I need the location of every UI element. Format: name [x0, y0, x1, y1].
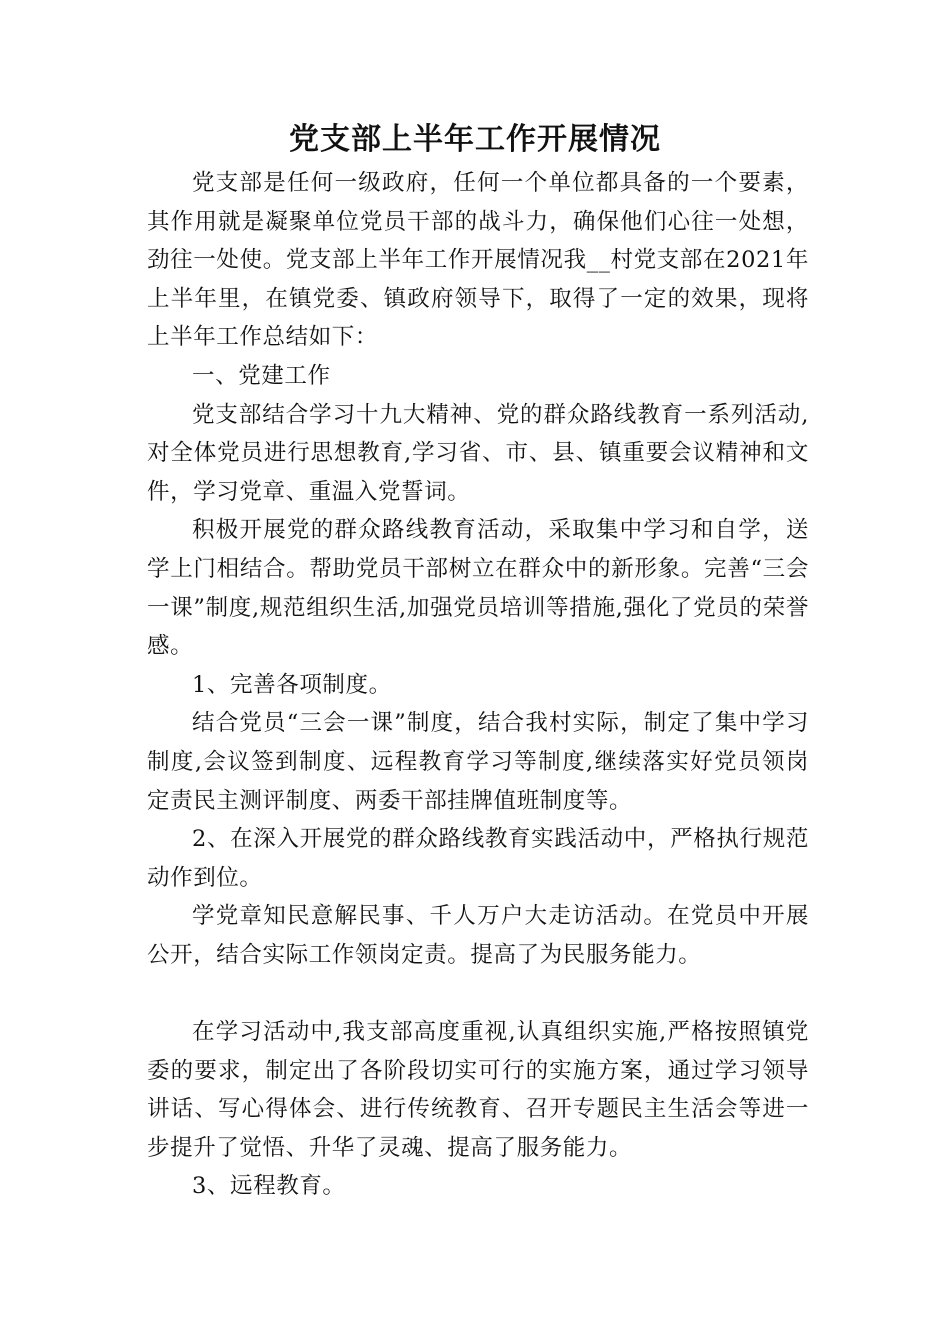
subheading-practice-activities: 2、在深入开展党的群众路线教育实践活动中，严格执行规范动作到位。 [147, 826, 809, 891]
section-heading-party-building: 一、党建工作 [192, 362, 331, 389]
subheading-improve-systems: 1、完善各项制度。 [192, 671, 392, 698]
paragraph-learning-activities: 在学习活动中,我支部高度重视,认真组织实施,严格按照镇党委的要求，制定出了各阶段切实可行的实施方案，通过学习领导讲话、写心得体会、进行传统教育、召开专题民主生活会等进一步提升了觉悟、升华了灵魂、提高了服务能力。 [147, 1019, 809, 1161]
paragraph-mass-line: 积极开展党的群众路线教育活动，采取集中学习和自学，送学上门相结合。帮助党员干部树立在群众中的新形象。完善“三会一课”制度,规范组织生活,加强党员培训等措施,强化了党员的荣誉感。 [147, 517, 809, 660]
paragraph-study: 党支部结合学习十九大精神、党的群众路线教育一系列活动,对全体党员进行思想教育,学习省、市、县、镇重要会议精神和文件，学习党章、重温入党誓词。 [147, 401, 809, 505]
paragraph-intro: 党支部是任何一级政府，任何一个单位都具备的一个要素，其作用就是凝聚单位党员干部的战斗力，确保他们心往一处想，劲往一处使。党支部上半年工作开展情况我__村党支部在2021年上半年里，在镇党委、镇政府领导下，取得了一定的效果，现将上半年工作总结如下： [147, 170, 809, 351]
paragraph-systems: 结合党员“三会一课”制度，结合我村实际，制定了集中学习制度,会议签到制度、远程教育学习等制度,继续落实好党员领岗定责民主测评制度、两委干部挂牌值班制度等。 [147, 710, 809, 814]
document-title: 党支部上半年工作开展情况 [289, 122, 661, 157]
subheading-remote-education: 3、远程教育。 [192, 1173, 346, 1200]
paragraph-visits: 学党章知民意解民事、千人万户大走访活动。在党员中开展公开，结合实际工作领岗定责。提高了为民服务能力。 [147, 903, 809, 968]
blank-line [147, 974, 809, 1013]
document-body [147, 164, 809, 1206]
